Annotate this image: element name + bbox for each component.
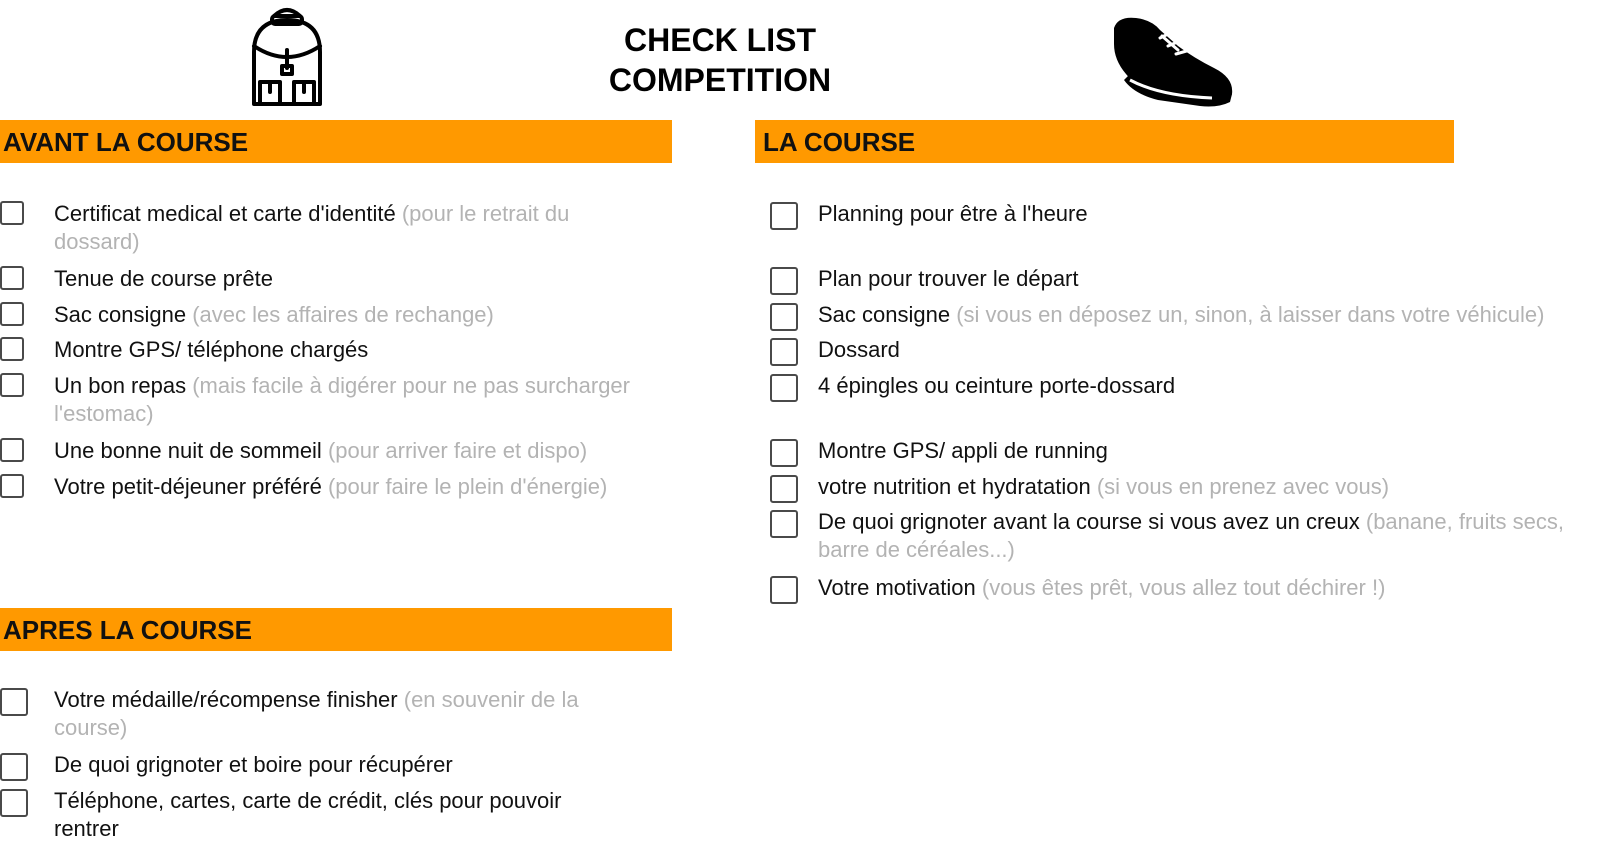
title-line-2: COMPETITION: [608, 62, 832, 98]
checkbox-avant-7[interactable]: [0, 474, 24, 498]
list-item-course-6: Montre GPS/ appli de running: [818, 438, 1108, 463]
section-header-course: LA COURSE: [755, 120, 1454, 163]
checkbox-avant-1[interactable]: [0, 201, 24, 225]
checkbox-course-4[interactable]: [770, 338, 798, 366]
checkbox-course-2[interactable]: [770, 267, 798, 295]
checkbox-course-9[interactable]: [770, 576, 798, 604]
checkbox-avant-3[interactable]: [0, 302, 24, 326]
list-item-apres-1: Votre médaille/récompense finisher (en souvenir de la course): [54, 687, 579, 740]
checkbox-avant-4[interactable]: [0, 337, 24, 361]
checkbox-avant-6[interactable]: [0, 438, 24, 462]
section-header-avant: AVANT LA COURSE: [0, 120, 672, 163]
checkbox-apres-1[interactable]: [0, 688, 28, 716]
running-shoe-icon: [1108, 10, 1236, 108]
list-item-avant-4: Montre GPS/ téléphone chargés: [54, 337, 369, 362]
checkbox-course-5[interactable]: [770, 374, 798, 402]
backpack-icon: [244, 6, 330, 108]
list-item-course-9: Votre motivation (vous êtes prêt, vous allez tout déchirer !): [818, 575, 1386, 600]
list-item-avant-2: Tenue de course prête: [54, 266, 273, 291]
section-header-apres: APRES LA COURSE: [0, 608, 672, 651]
list-item-avant-6: Une bonne nuit de sommeil (pour arriver faire et dispo): [54, 438, 588, 463]
list-item-course-4: Dossard: [818, 337, 900, 362]
list-item-avant-7: Votre petit-déjeuner préféré (pour faire le plein d'énergie): [54, 474, 608, 499]
list-item-course-5: 4 épingles ou ceinture porte-dossard: [818, 373, 1176, 398]
list-item-course-7: votre nutrition et hydratation (si vous en prenez avec vous): [818, 474, 1390, 499]
list-item-course-2: Plan pour trouver le départ: [818, 266, 1079, 291]
list-item-course-3: Sac consigne (si vous en déposez un, sinon, à laisser dans votre véhicule): [818, 302, 1545, 327]
title-line-1: CHECK LIST: [624, 22, 816, 58]
checkbox-apres-2[interactable]: [0, 753, 28, 781]
page-title: [560, 20, 880, 100]
list-item-course-1: Planning pour être à l'heure: [818, 201, 1088, 226]
checkbox-course-7[interactable]: [770, 475, 798, 503]
list-item-avant-1: Certificat medical et carte d'identité (pour le retrait du dossard): [54, 201, 570, 254]
checkbox-course-8[interactable]: [770, 510, 798, 538]
list-item-avant-5: Un bon repas (mais facile à digérer pour ne pas surcharger l'estomac): [54, 373, 630, 426]
checkbox-avant-5[interactable]: [0, 373, 24, 397]
list-item-apres-2: De quoi grignoter et boire pour récupérer: [54, 752, 453, 777]
checkbox-course-3[interactable]: [770, 303, 798, 331]
checkbox-course-1[interactable]: [770, 202, 798, 230]
checkbox-course-6[interactable]: [770, 439, 798, 467]
list-item-avant-3: Sac consigne (avec les affaires de rechange): [54, 302, 494, 327]
checkbox-avant-2[interactable]: [0, 266, 24, 290]
checkbox-apres-3[interactable]: [0, 789, 28, 817]
list-item-apres-3: Téléphone, cartes, carte de crédit, clés pour pouvoir rentrer: [54, 788, 562, 841]
list-item-course-8: De quoi grignoter avant la course si vous avez un creux (banane, fruits secs, barre de céréales...): [818, 509, 1564, 562]
